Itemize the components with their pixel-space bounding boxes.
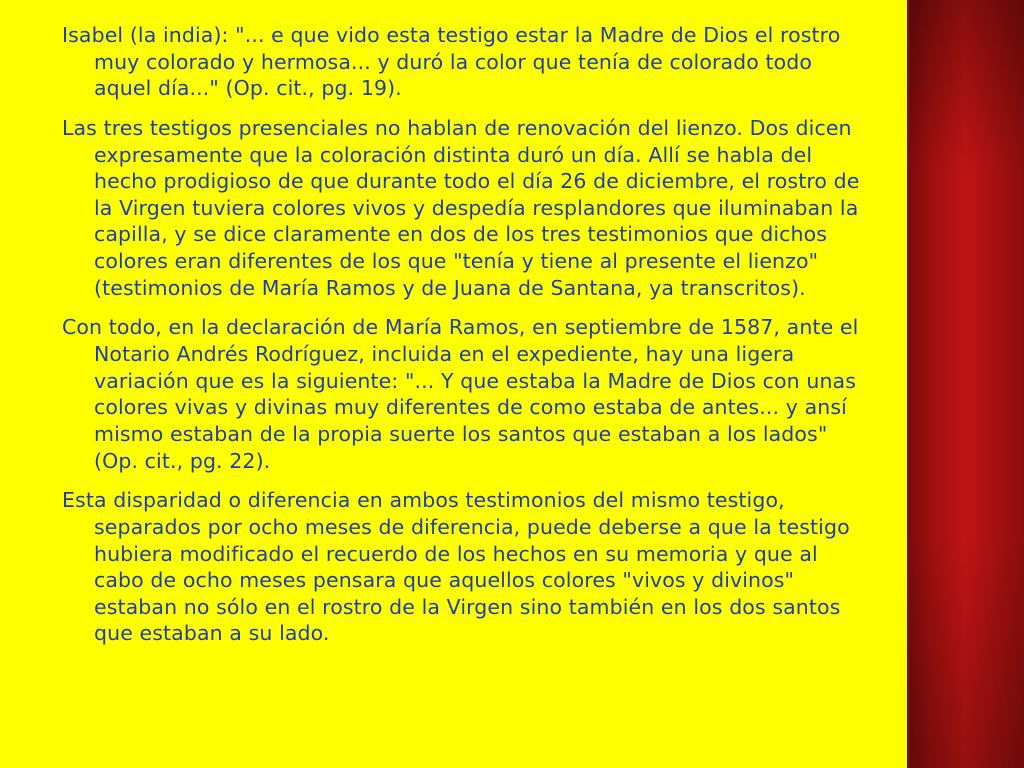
decorative-right-band [910, 0, 1024, 768]
paragraph-3: Con todo, en la declaración de María Ramos, en septiembre de 1587, ante el Notario Andrés Rodríguez, incluida en el expediente, hay una ligera variación que es la siguiente: "... Y que estaba la Madre de Dios con unas colores vivas y divinas muy diferentes de como estaba de antes... y ansí mismo estaban de la propia suerte los santos que estaban a los lados" (Op. cit., pg. 22). [62, 315, 859, 473]
paragraph-2: Las tres testigos presenciales no hablan de renovación del lienzo. Dos dicen expresamente que la coloración distinta duró un día. Allí se habla del hecho prodigioso de que durante todo el día 26 de diciembre, el rostro de la Virgen tuviera colores vivos y despedía resplandores que iluminaban la capilla, y se dice claramente en dos de los tres testimonios que dichos colores eran diferentes de los que "tenía y tiene al presente el lienzo" (testimonios de María Ramos y de Juana de Santana, ya transcritos). [62, 115, 860, 300]
paragraph-4: Esta disparidad o diferencia en ambos testimonios del mismo testigo, separados por ocho meses de diferencia, puede deberse a que la testigo hubiera modificado el recuerdo de los hechos en su memoria y que al cabo de ocho meses pensara que aquellos colores "vivos y divinos" estaban no sólo en el rostro de la Virgen sino también en los dos santos que estaban a su lado. [62, 488, 850, 646]
paragraph-1: Isabel (la india): "... e que vido esta testigo estar la Madre de Dios el rostro muy colorado y hermosa... y duró la color que tenía de colorado todo aquel día..." (Op. cit., pg. 19). [62, 23, 841, 101]
